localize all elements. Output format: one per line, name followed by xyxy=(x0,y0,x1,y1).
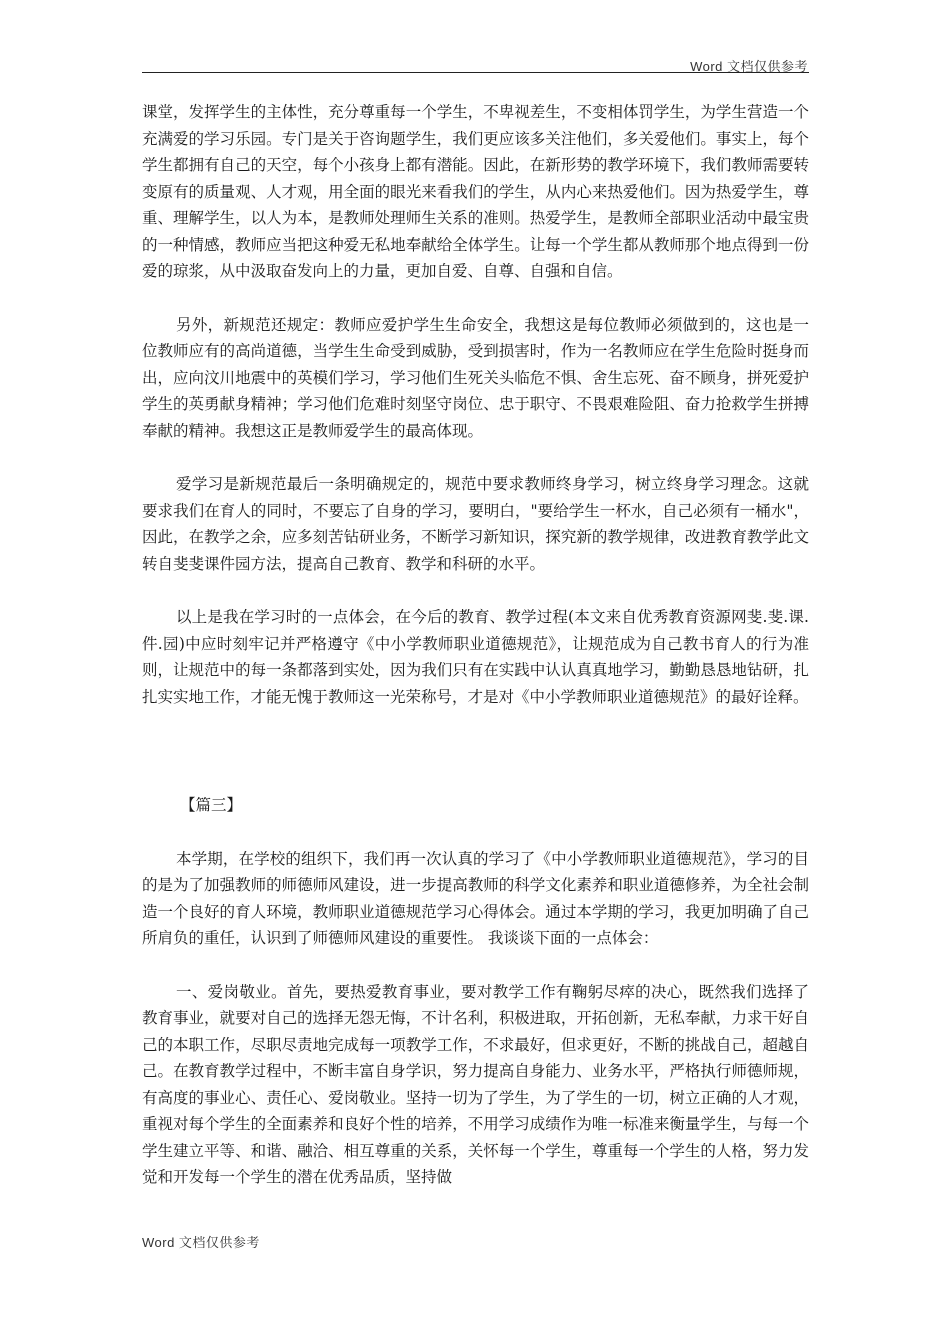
section-title: 【篇三】 xyxy=(180,796,243,814)
section-spacer xyxy=(142,710,809,792)
paragraph-spacer xyxy=(142,819,809,846)
paragraph-spacer xyxy=(142,577,809,604)
document-body xyxy=(142,99,809,1191)
page-footer-label: Word 文档仅供参考 xyxy=(142,1235,260,1250)
paragraph-spacer xyxy=(142,444,809,471)
paragraph-continuation: 课堂，发挥学生的主体性，充分尊重每一个学生，不卑视差生，不变相体罚学生，为学生营造一个充满爱的学习乐园。专门是关于咨询题学生，我们更应该多关注他们，多关爱他们。事实上，每个学生都拥有自己的天空，每个小孩身上都有潜能。因此，在新形势的教学环境下，我们教师需要转变原有的质量观、人才观，用全面的眼光来看我们的学生，从内心来热爱他们。因为热爱学生，尊重、理解学生，以人为本，是教师处理师生关系的准则。热爱学生，是教师全部职业活动中最宝贵的一种情感，教师应当把这种爱无私地奉献给全体学生。让每一个学生都从教师那个地点得到一份爱的琼浆，从中汲取奋发向上的力量，更加自爱、自尊、自强和自信。 xyxy=(142,103,809,280)
paragraph-lifelong-learning: 爱学习是新规范最后一条明确规定的，规范中要求教师终身学习，树立终身学习理念。这就要求我们在育人的同时，不要忘了自身的学习，要明白，"要给学生一杯水，自己必须有一桶水"，因此，在教学之余，应多刻苦钻研业务，不断学习新知识，探究新的教学规律，改进教育教学此文转自斐斐课件园方法，提高自己教育、教学和科研的水平。 xyxy=(142,475,809,573)
paragraph-conclusion: 以上是我在学习时的一点体会，在今后的教育、教学过程(本文来自优秀教育资源网斐.斐.课.件.园)中应时刻牢记并严格遵守《中小学教师职业道德规范》，让规范成为自己教书育人的行为准则，让规范中的每一条都落到实处，因为我们只有在实践中认认真真地学习，勤勤恳恳地钻研，扎扎实实地工作，才能无愧于教师这一光荣称号，才是对《中小学教师职业道德规范》的最好诠释。 xyxy=(142,608,809,706)
paragraph-section-intro: 本学期，在学校的组织下，我们再一次认真的学习了《中小学教师职业道德规范》，学习的目的是为了加强教师的师德师风建设，进一步提高教师的科学文化素养和职业道德修养，为全社会制造一个良好的育人环境，教师职业道德规范学习心得体会。通过本学期的学习，我更加明确了自己所肩负的重任，认识到了师德师风建设的重要性。 我谈谈下面的一点体会： xyxy=(142,849,809,947)
paragraph-protect-students: 另外，新规范还规定：教师应爱护学生生命安全，我想这是每位教师必须做到的，这也是一位教师应有的高尚道德，当学生生命受到威胁，受到损害时，作为一名教师应在学生危险时挺身而出，应向汶川地震中的英模们学习，学习他们生死关头临危不惧、舍生忘死、奋不顾身，拼死爱护学生的英勇献身精神；学习他们危难时刻坚守岗位、忠于职守、不畏艰难险阻、奋力抢救学生拼搏奉献的精神。我想这正是教师爱学生的最高体现。 xyxy=(142,315,809,440)
header-divider xyxy=(142,72,809,73)
paragraph-spacer xyxy=(142,285,809,312)
paragraph-spacer xyxy=(142,952,809,979)
paragraph-dedication: 一、爱岗敬业。首先，要热爱教育事业，要对教学工作有鞠躬尽瘁的决心，既然我们选择了教育事业，就要对自己的选择无怨无悔，不计名利，积极进取，开拓创新，无私奉献，力求干好自己的本职工作，尽职尽责地完成每一项教学工作，不求最好，但求更好，不断的挑战自己，超越自己。在教育教学过程中，不断丰富自身学识，努力提高自身能力、业务水平，严格执行师德师规，有高度的事业心、责任心、爱岗敬业。坚持一切为了学生，为了学生的一切，树立正确的人才观，重视对每个学生的全面素养和良好个性的培养，不用学习成绩作为唯一标准来衡量学生，与每一个学生建立平等、和谐、融洽、相互尊重的关系，关怀每一个学生，尊重每一个学生的人格，努力发觉和开发每一个学生的潜在优秀品质，坚持做 xyxy=(142,982,809,1186)
page-header-label: Word 文档仅供参考 xyxy=(690,59,808,74)
